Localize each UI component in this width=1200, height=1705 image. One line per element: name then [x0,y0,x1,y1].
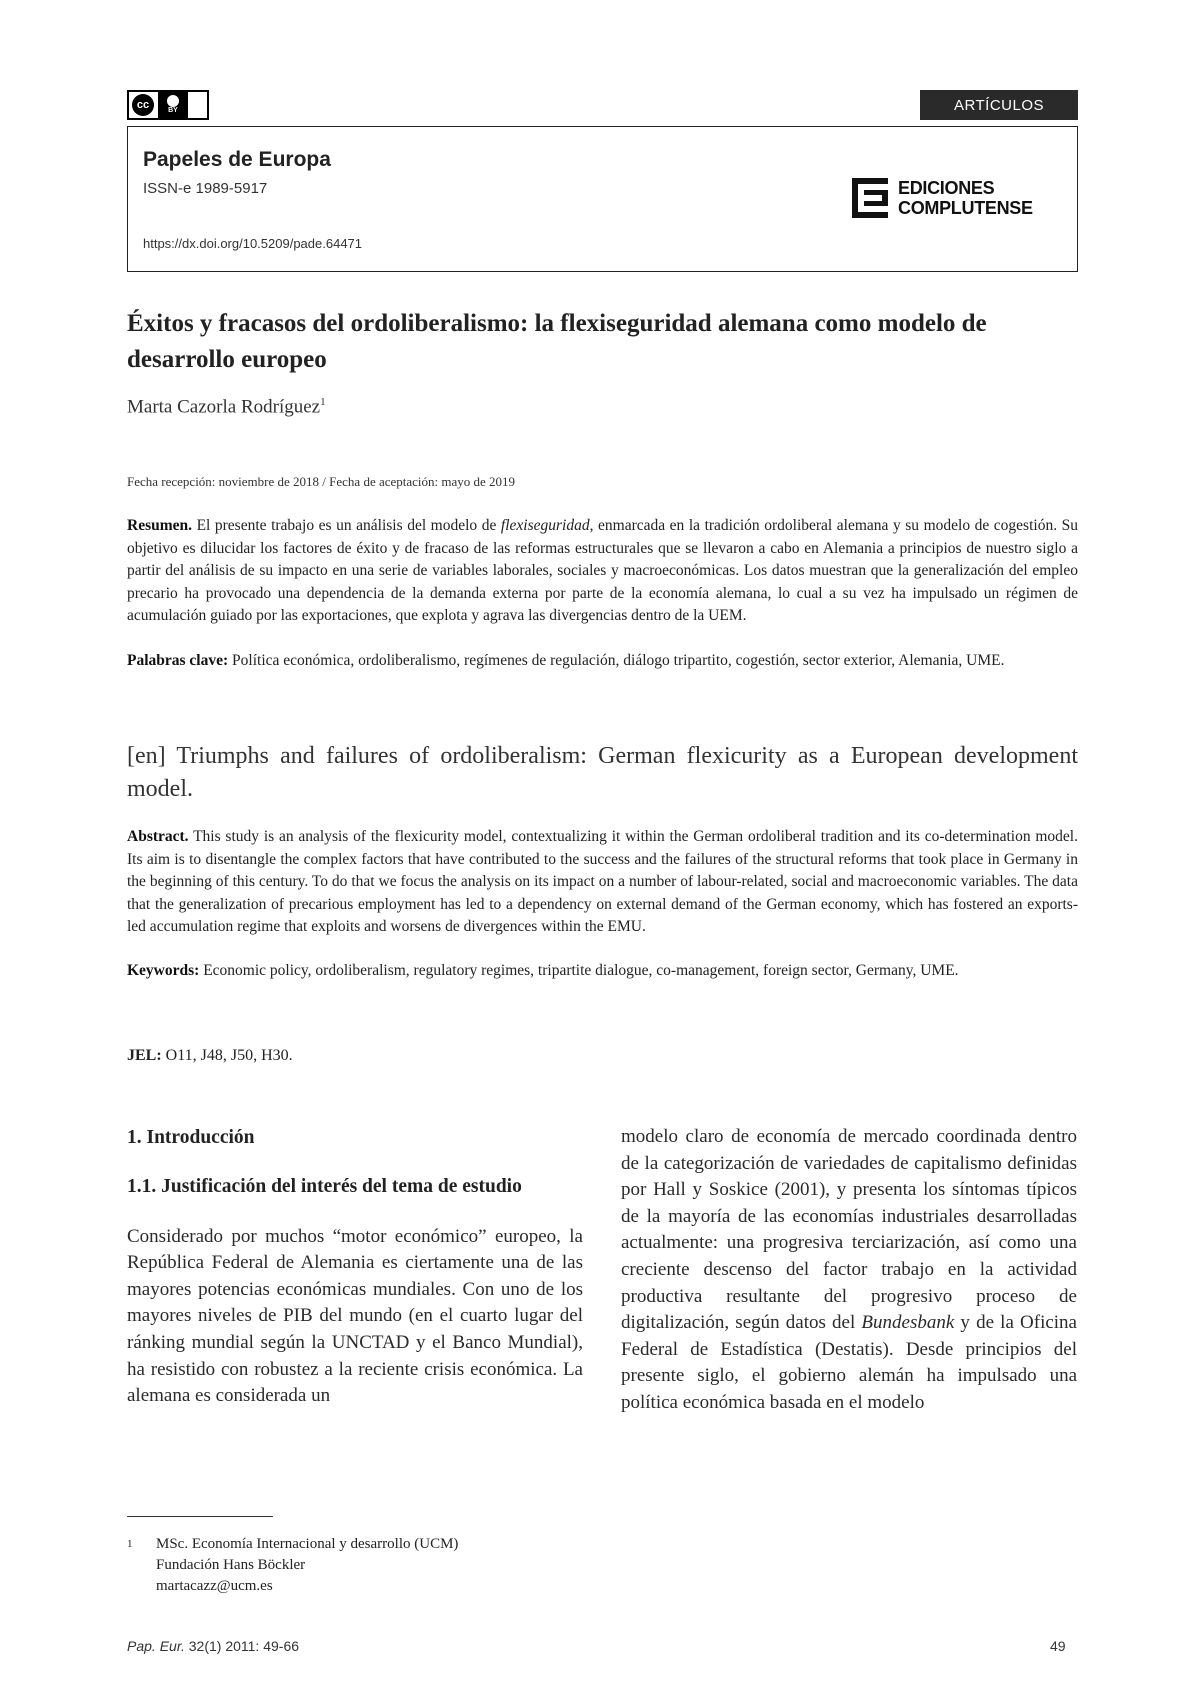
article-title: Éxitos y fracasos del ordoliberalismo: la flexiseguridad alemana como modelo de desarrollo europeo [127,310,987,373]
publisher-name: EDICIONES COMPLUTENSE [898,178,1033,218]
author-email[interactable]: martacazz@ucm.es [156,1578,273,1594]
publisher-logo [852,178,1033,218]
palabras-clave: Palabras clave: Política económica, ordoliberalismo, regímenes de regulación, diálogo tripartito, cogestión, sector exterior, Alemania, UME. [127,652,1005,669]
journal-issn: ISSN-e 1989-5917 [143,180,268,197]
resumen: Resumen. El presente trabajo es un análisis del modelo de flexiseguridad, enmarcada en la tradición ordoliberal alemana y su modelo de cogestión. Su objetivo es dilucidar los factores de éxito y de fracaso de las reformas estructurales que se llevaron a cabo en Alemania a principios de nuestro siglo a partir del análisis de su impacto en una serie de variables laborales, sociales y macroeconómicas. Los datos muestran que la generalización del empleo precario ha provocado una dependencia de la demanda externa por parte de la economía alemana, lo cual a su vez ha impulsado un régimen de acumulación guiado por las exportaciones, que explota y agrava las divergencias dentro de la UEM. [127,517,1078,624]
cc-by-icon: BY [158,92,188,118]
body-paragraph: Considerado por muchos “motor económico” europeo, la República Federal de Alemania es ciertamente una de las mayores potencias económicas mundiales. Con uno de los mayores niveles de PIB del mundo (en el cuarto lugar del ránking mundial según la UNCTAD y el Banco Mundial), ha resistido con robustez a la reciente crisis económica. La alemana es considerada un [127,1225,583,1407]
subsection-heading: 1.1. Justificación del interés del tema de estudio [127,1175,522,1197]
footnote-line: Fundación Hans Böckler [156,1557,306,1573]
section-heading: 1. Introducción [127,1127,255,1148]
journal-title: Papeles de Europa [143,148,331,171]
page-citation: Pap. Eur. 32(1) 2011: 49-66 [127,1638,300,1654]
footnote [127,1534,458,1597]
footnote-mark: 1 [127,1538,133,1550]
footnote-line: MSc. Economía Internacional y desarrollo (UCM) [156,1536,459,1552]
jel-codes: JEL: O11, J48, J50, H30. [127,1047,293,1064]
reception-dates: Fecha recepción: noviembre de 2018 / Fecha de aceptación: mayo de 2019 [127,474,516,489]
english-title: [en] Triumphs and failures of ordoliberalism: German flexicurity as a European development model. [127,743,1078,802]
publisher-icon [852,178,888,218]
cc-license-badge [127,90,209,120]
author-name: Marta Cazorla Rodríguez$^1$ [127,396,326,418]
author-footnote-mark[interactable]: 1 [320,396,326,408]
body-column-left [127,1125,583,1410]
doi-link[interactable]: https://dx.doi.org/10.5209/pade.64471 [143,236,363,251]
keywords: Keywords: Economic policy, ordoliberalism, regulatory regimes, tripartite dialogue, co-management, foreign sector, Germany, UME. [127,962,959,979]
section-tag: ARTÍCULOS [920,90,1078,120]
body-paragraph: modelo claro de economía de mercado coordinada dentro de la categorización de variedades de capitalismo definidas por Hall y Soskice (2001), y presenta los síntomas típicos de la mayoría de las economías industriales desarrolladas actualmente: una progresiva terciarización, así como una creciente descenso del factor trabajo en la actividad productiva resultante del progresivo proceso de digitalización, según datos del Bundesbank y de la Oficina Federal de Estadística (Destatis). Desde principios del presente siglo, el gobierno alemán ha impulsado una política económica basada en el modelo [621,1126,1077,1413]
cc-icon: cc [132,94,154,116]
footnote-divider [127,1516,273,1517]
body-column-right [621,1124,1077,1417]
abstract: Abstract. This study is an analysis of the flexicurity model, contextualizing it within the German ordoliberal tradition and its co-determination model. Its aim is to disentangle the complex factors that have contributed to the success and the failures of the structural reforms that took place in Germany in the beginning of this century. To do that we focus the analysis on its impact on a number of labour-related, social and macroeconomic variables. The data that the generalization of precarious employment has led to a dependency on external demand of the German economy, which has fostered an exports-led accumulation regime that exploits and worsens de divergences within the EMU. [127,828,1078,935]
page-number: 49 [1050,1638,1066,1654]
